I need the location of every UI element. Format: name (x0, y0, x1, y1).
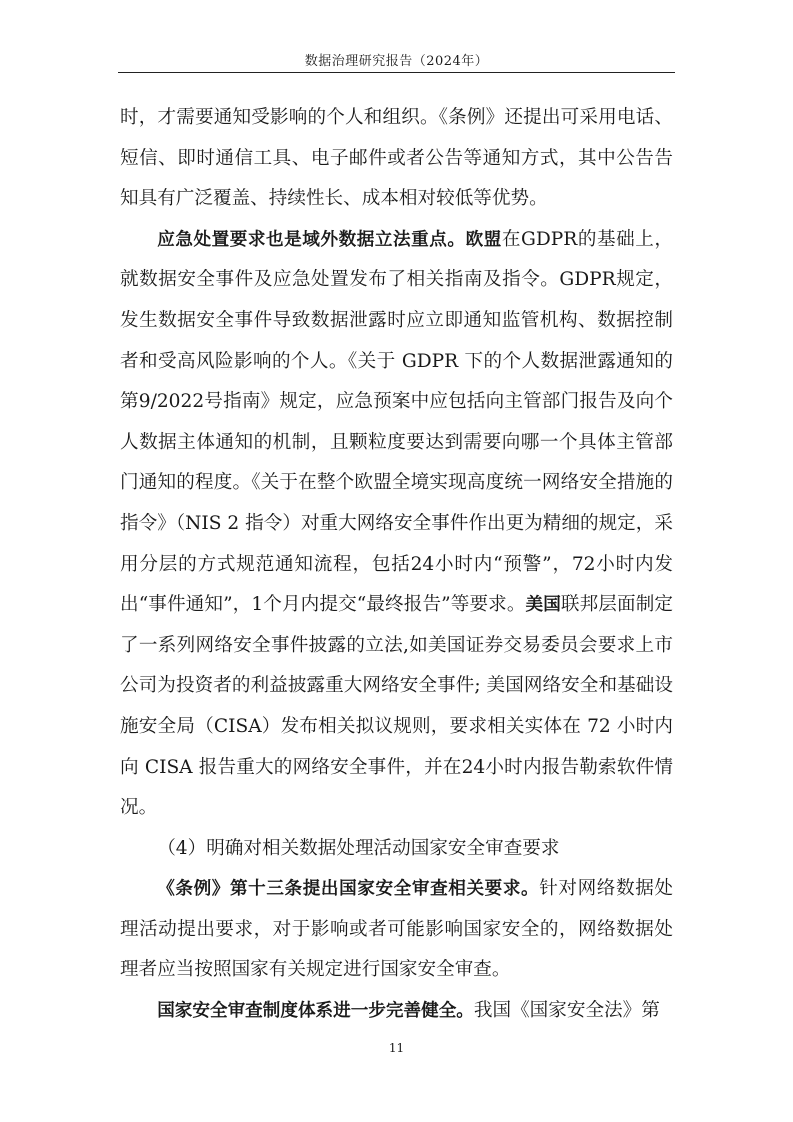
header-divider (118, 72, 675, 73)
paragraph-security-review (120, 869, 673, 991)
paragraph-foreign-legislation (120, 220, 673, 829)
paragraph-text: 在GDPR的基础上，就数据安全事件及应急处置发布了相关指南及指令。GDPR规定，发生数据安全事件导致数据泄露时应立即通知监管机构、数据控制者和受高风险影响的个人。《关于 GDPR 下的个人数据泄露通知的第9/2022号指南》规定，应急预案中应包括向主管部门报告及向个人数据主体通知的机制，且颗粒度要达到需要向哪一个具体主管部门通知的程度。《关于在整个欧盟全境实现高度统一网络安全措施的指令》（NIS 2 指令）对重大网络安全事件作出更为精细的规定，采用分层的方式规范通知流程，包括24小时内“预警”，72小时内发出“事件通知”，1个月内提交“最终报告”等要求。 (120, 228, 673, 616)
section-heading-text: （4）明确对相关数据处理活动国家安全审查要求 (157, 837, 560, 859)
page-number: 11 (388, 1041, 405, 1055)
paragraph-lead: 国家安全审查制度体系进一步完善健全。 (157, 1001, 474, 1022)
document-body (120, 98, 673, 1032)
section-heading (120, 829, 673, 870)
paragraph-text: 时，才需要通知受影响的个人和组织。《条例》还提出可采用电话、短信、即时通信工具、电子邮件或者公告等通知方式，其中公告告知具有广泛覆盖、持续性长、成本相对较低等优势。 (120, 107, 673, 210)
paragraph-lead: 《条例》第十三条提出国家安全审查相关要求。 (157, 879, 540, 900)
region-label-eu: 欧盟 (465, 229, 502, 250)
paragraph-lead: 应急处置要求也是域外数据立法重点。 (157, 229, 466, 250)
paragraph-review-system (120, 991, 673, 1032)
paragraph-notification-methods (120, 98, 673, 220)
paragraph-text: 我国《国家安全法》第 (473, 1000, 660, 1022)
region-label-us: 美国 (525, 595, 561, 616)
paragraph-text: 联邦层面制定了一系列网络安全事件披露的立法,如美国证券交易委员会要求上市公司为投资者的利益披露重大网络安全事件; 美国网络安全和基础设施安全局（CISA）发布相关拟议规则，要求相关实体在 72 小时内向 CISA 报告重大的网络安全事件，并在24小时内报告勒索软件情况。 (120, 594, 673, 819)
paragraph-text: 针对网络数据处理活动提出要求，对于影响或者可能影响国家安全的，网络数据处理者应当按照国家有关规定进行国家安全审查。 (120, 878, 673, 981)
header-title: 数据治理研究报告（2024年） (304, 54, 489, 69)
